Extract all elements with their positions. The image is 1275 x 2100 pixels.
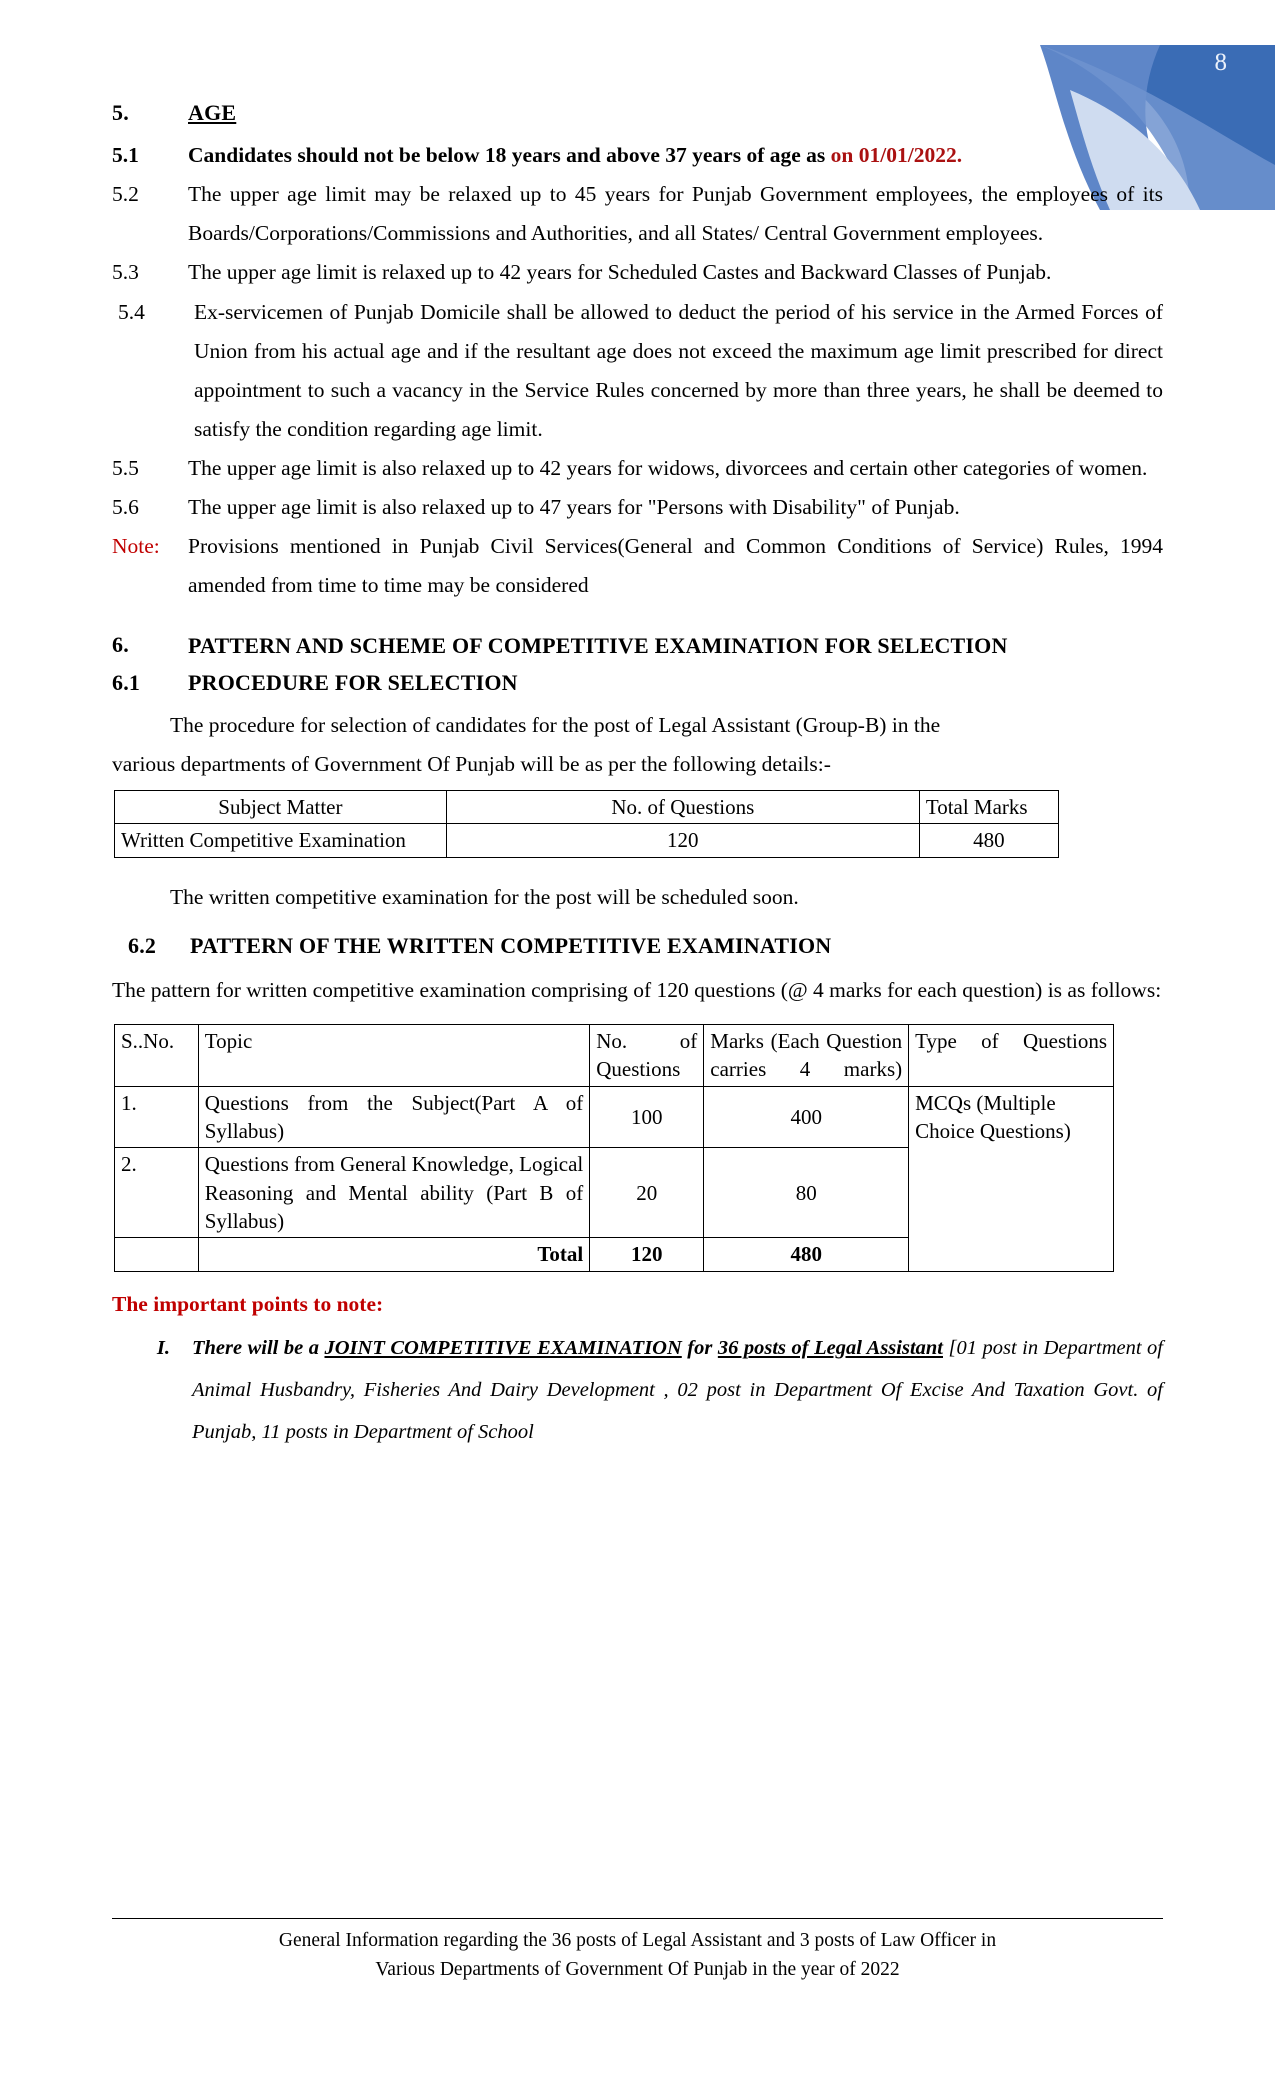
important-point-1-text xyxy=(192,1327,1163,1453)
total-spacer xyxy=(115,1238,199,1271)
header-type-of-questions: Type of Questions xyxy=(909,1024,1114,1086)
total-marks: 480 xyxy=(704,1238,909,1271)
cell-s-no-2: 2. xyxy=(115,1148,199,1238)
section-6-1-number: 6.1 xyxy=(112,669,141,695)
clause-5-6-text: The upper age limit is also relaxed up to 47 years for "Persons with Disability" of Punjab. xyxy=(188,495,960,520)
total-label: Total xyxy=(198,1238,590,1271)
section-6-2-heading xyxy=(112,933,1163,959)
clause-5-5-text: The upper age limit is also relaxed up to 42 years for widows, divorcees and certain other categories of women. xyxy=(188,456,1148,480)
table-header-row xyxy=(115,790,1059,823)
header-topic: Topic xyxy=(198,1024,590,1086)
table-row xyxy=(115,824,1059,857)
clause-5-1-text xyxy=(188,136,1163,175)
clause-5-4-number: 5.4 xyxy=(118,299,145,324)
important-point-1 xyxy=(112,1327,1163,1453)
table-header-row xyxy=(115,1024,1114,1086)
header-no-of-questions: No. of Questions xyxy=(590,1024,704,1086)
clause-5-5 xyxy=(112,449,1163,488)
point-seg-posts: 36 posts of Legal Assistant xyxy=(717,1336,943,1359)
section-6-number: 6. xyxy=(112,631,129,657)
header-no-of-questions: No. of Questions xyxy=(446,790,919,823)
page-number: 8 xyxy=(1214,49,1227,76)
exam-pattern-intro: The pattern for written competitive examination comprising of 120 questions (@ 4 marks for each question) is as follows: xyxy=(112,977,1162,1002)
section-5-heading xyxy=(112,100,1163,126)
point-seg-5: [01 post in Department of Animal Husbandry, Fisheries And Dairy Development , 02 post in Department Of Excise And Taxation Govt. of Punjab, 11 posts in Department of School xyxy=(192,1336,1163,1443)
cell-type-of-questions: MCQs (Multiple Choice Questions) xyxy=(909,1086,1114,1271)
clause-5-3 xyxy=(112,253,1163,292)
clause-5-4-text: Ex-servicemen of Punjab Domicile shall be allowed to deduct the period of his service in the Armed Forces of Union from his actual age and if the resultant age does not exceed the maximum age limit prescribed for direct appointment to such a vacancy in the Service Rules concerned by more than three years, he shall be deemed to satisfy the condition regarding age limit. xyxy=(194,299,1163,441)
section-5-number: 5. xyxy=(112,100,129,125)
section-6-1-title: PROCEDURE FOR SELECTION xyxy=(188,669,518,695)
clause-5-6-number: 5.6 xyxy=(112,495,139,520)
footer-line-1: General Information regarding the 36 posts of Legal Assistant and 3 posts of Law Officer in xyxy=(278,1930,997,1952)
cell-no-of-questions: 120 xyxy=(446,824,919,857)
clause-5-6 xyxy=(112,488,1163,527)
important-point-1-number: I. xyxy=(156,1336,170,1359)
clause-5-2-text: The upper age limit may be relaxed up to 45 years for Punjab Government employees, the employees of its Boards/Corporations/Commissions and Authorities, and all States/ Central Government employees. xyxy=(188,182,1163,246)
section-6-2-title: PATTERN OF THE WRITTEN COMPETITIVE EXAMINATION xyxy=(190,932,832,958)
cell-total-marks: 480 xyxy=(919,824,1058,857)
point-seg-joint-exam: JOINT COMPETITIVE EXAMINATION xyxy=(324,1336,682,1359)
procedure-paragraph-line1: The procedure for selection of candidates for the post of Legal Assistant (Group-B) in the xyxy=(170,712,941,737)
cell-topic-2: Questions from General Knowledge, Logical Reasoning and Mental ability (Part B of Syllabus) xyxy=(198,1148,590,1238)
section-6-2-number: 6.2 xyxy=(128,932,157,958)
cell-s-no-1: 1. xyxy=(115,1086,199,1148)
total-questions: 120 xyxy=(590,1238,704,1271)
header-marks: Marks (Each Question carries 4 marks) xyxy=(704,1024,909,1086)
procedure-paragraph-line2: various departments of Government Of Punjab will be as per the following details:- xyxy=(112,751,831,776)
important-points-heading: The important points to note: xyxy=(112,1291,384,1316)
clause-5-5-number: 5.5 xyxy=(112,456,139,480)
clause-5-4 xyxy=(112,293,1163,450)
section-6-title: PATTERN AND SCHEME OF COMPETITIVE EXAMINATION FOR SELECTION xyxy=(188,632,1008,658)
age-note-text: Provisions mentioned in Punjab Civil Services(General and Common Conditions of Service) Rules, 1994 amended from time to time may be considered xyxy=(188,534,1163,598)
footer-divider xyxy=(112,1918,1163,1919)
cell-subject-matter: Written Competitive Examination xyxy=(115,824,447,857)
selection-procedure-table xyxy=(114,790,1059,858)
clause-5-3-number: 5.3 xyxy=(112,260,139,285)
exam-pattern-table xyxy=(114,1024,1114,1272)
age-note-label: Note: xyxy=(112,534,160,559)
clause-5-1-text-red: on 01/01/2022. xyxy=(830,143,963,167)
clause-5-2 xyxy=(112,175,1163,253)
header-subject-matter: Subject Matter xyxy=(115,790,447,823)
footer-line-2: Various Departments of Government Of Punjab in the year of 2022 xyxy=(375,1958,900,1980)
point-seg-3: for xyxy=(681,1336,718,1359)
cell-topic-1: Questions from the Subject(Part A of Syllabus) xyxy=(198,1086,590,1148)
section-6-1-heading xyxy=(112,670,1163,696)
table-row xyxy=(115,1086,1114,1148)
exam-schedule-note: The written competitive examination for the post will be scheduled soon. xyxy=(170,884,799,909)
clause-5-3-text: The upper age limit is relaxed up to 42 years for Scheduled Castes and Backward Classes of Punjab. xyxy=(188,260,1052,285)
cell-marks-1: 400 xyxy=(704,1086,909,1148)
header-s-no: S..No. xyxy=(115,1024,199,1086)
clause-5-1-number: 5.1 xyxy=(112,143,139,167)
section-6-heading xyxy=(112,632,1163,660)
section-5-title: AGE xyxy=(188,100,237,125)
header-total-marks: Total Marks xyxy=(919,790,1058,823)
point-seg-1: There will be a xyxy=(192,1336,325,1359)
clause-5-2-number: 5.2 xyxy=(112,182,139,207)
cell-no-questions-2: 20 xyxy=(590,1148,704,1238)
clause-5-1 xyxy=(112,136,1163,175)
cell-no-questions-1: 100 xyxy=(590,1086,704,1148)
clause-5-1-text-black: Candidates should not be below 18 years and above 37 years of age as xyxy=(188,143,831,167)
cell-marks-2: 80 xyxy=(704,1148,909,1238)
age-note xyxy=(112,527,1163,605)
page-footer xyxy=(112,1918,1163,1984)
